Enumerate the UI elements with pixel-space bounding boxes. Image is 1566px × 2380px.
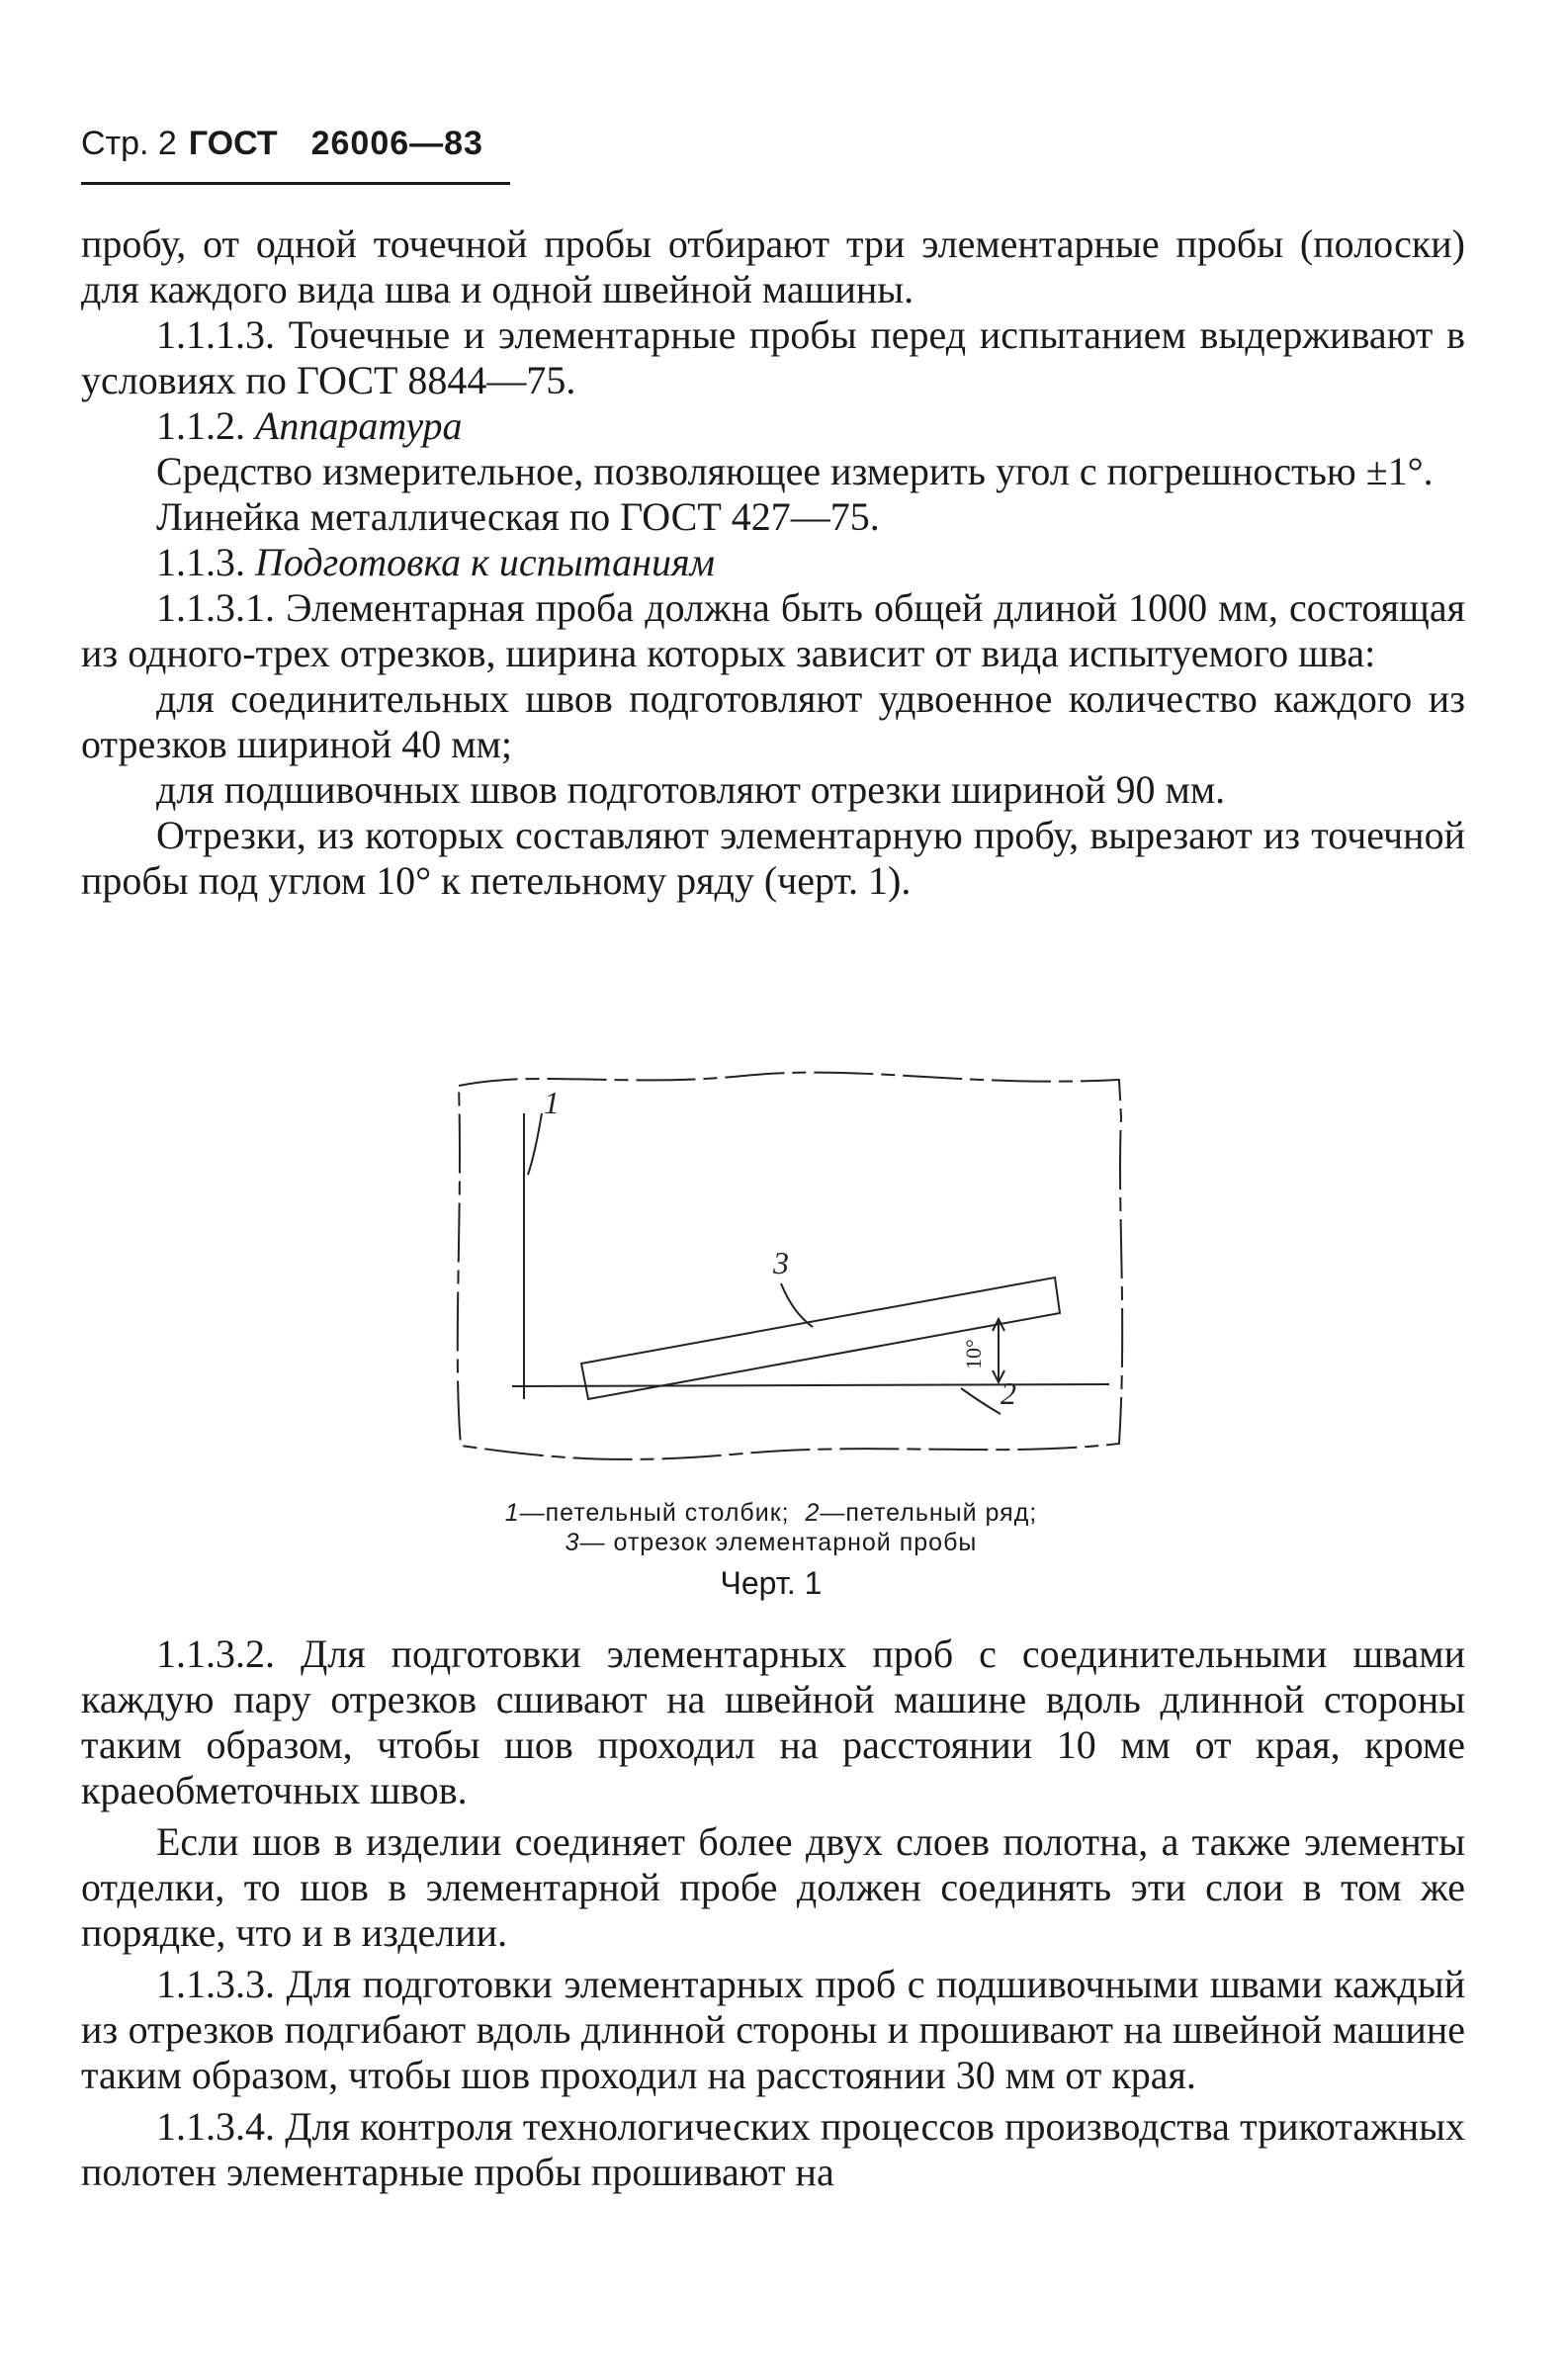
body-text-bottom (81, 1631, 1465, 2195)
paragraph: для подшивочных швов подготовляют отрезки шириной 90 мм. (156, 767, 1226, 812)
paragraph: 1.1.3.2. Для подготовки элементарных проб с соединительными швами каждую пару отрезков сшивают на швейной машине вдоль длинной стороны таким образом, чтобы шов проходил на расстоянии 10 мм от края, кроме краеобметочных швов. (81, 1631, 1466, 1812)
paragraph: 1.1.1.3. Точечные и элементарные пробы перед испытанием выдерживают в условиях по ГОСТ 8844—75. (81, 312, 1465, 402)
callout-1: 1 (544, 1085, 560, 1120)
page-header (81, 125, 483, 163)
course-line (512, 1384, 1109, 1386)
page-number: Стр. 2 (81, 125, 177, 162)
body-text-top (81, 221, 1465, 904)
paragraph: пробу, от одной точечной пробы отбирают три элементарные пробы (полоски) для каждого вида шва и одной швейной машины. (81, 221, 1465, 311)
figure-legend: 1—петельный столбик; 2—петельный ряд; 3— отрезок элементарной пробы (504, 1499, 1038, 1556)
callout-leader-3 (781, 1283, 813, 1327)
standard-number: 26006—83 (310, 125, 483, 162)
sample-strip (581, 1278, 1060, 1399)
section-heading: 1.1.3. Подготовка к испытаниям (156, 540, 716, 584)
figure-1-diagram (447, 1058, 1139, 1473)
paragraph: Средство измерительное, позволяющее измерить угол с погрешностью ±1°. (156, 449, 1434, 493)
sample-outline (458, 1073, 1122, 1459)
paragraph: 1.1.3.1. Элементарная проба должна быть общей длиной 1000 мм, состоящая из одного-трех отрезков, ширина которых зависит от вида испытуемого шва: (81, 585, 1466, 675)
callout-leader-1 (528, 1113, 542, 1175)
callout-2: 2 (1000, 1375, 1016, 1411)
angle-label: 10° (961, 1339, 986, 1369)
paragraph: 1.1.3.3. Для подготовки элементарных проб с подшивочными швами каждый из отрезков подгибают вдоль длинной стороны и прошивают на швейной машине таким образом, чтобы шов проходил на расстоянии 30 мм от края. (81, 1962, 1466, 2097)
figure-caption: Черт. 1 (720, 1565, 823, 1601)
section-heading: 1.1.2. Аппаратура (156, 403, 463, 448)
standard-label: ГОСТ (188, 125, 278, 162)
callout-leader-2 (961, 1388, 1000, 1414)
paragraph: Линейка металлическая по ГОСТ 427—75. (156, 494, 880, 539)
paragraph: Если шов в изделии соединяет более двух слоев полотна, а также элементы отделки, то шов в элементарной пробе должен соединять эти слои в том же порядке, что и в изделии. (81, 1819, 1465, 1955)
paragraph: Отрезки, из которых составляют элементарную пробу, вырезают из точечной пробы под углом 10° к петельному ряду (черт. 1). (81, 813, 1465, 903)
header-rule (81, 182, 510, 185)
paragraph: для соединительных швов подготовляют удвоенное количество каждого из отрезков шириной 40 мм; (81, 676, 1465, 766)
callout-3: 3 (773, 1245, 789, 1280)
paragraph: 1.1.3.4. Для контроля технологических процессов производства трикотажных полотен элементарные пробы прошивают на (81, 2104, 1465, 2194)
